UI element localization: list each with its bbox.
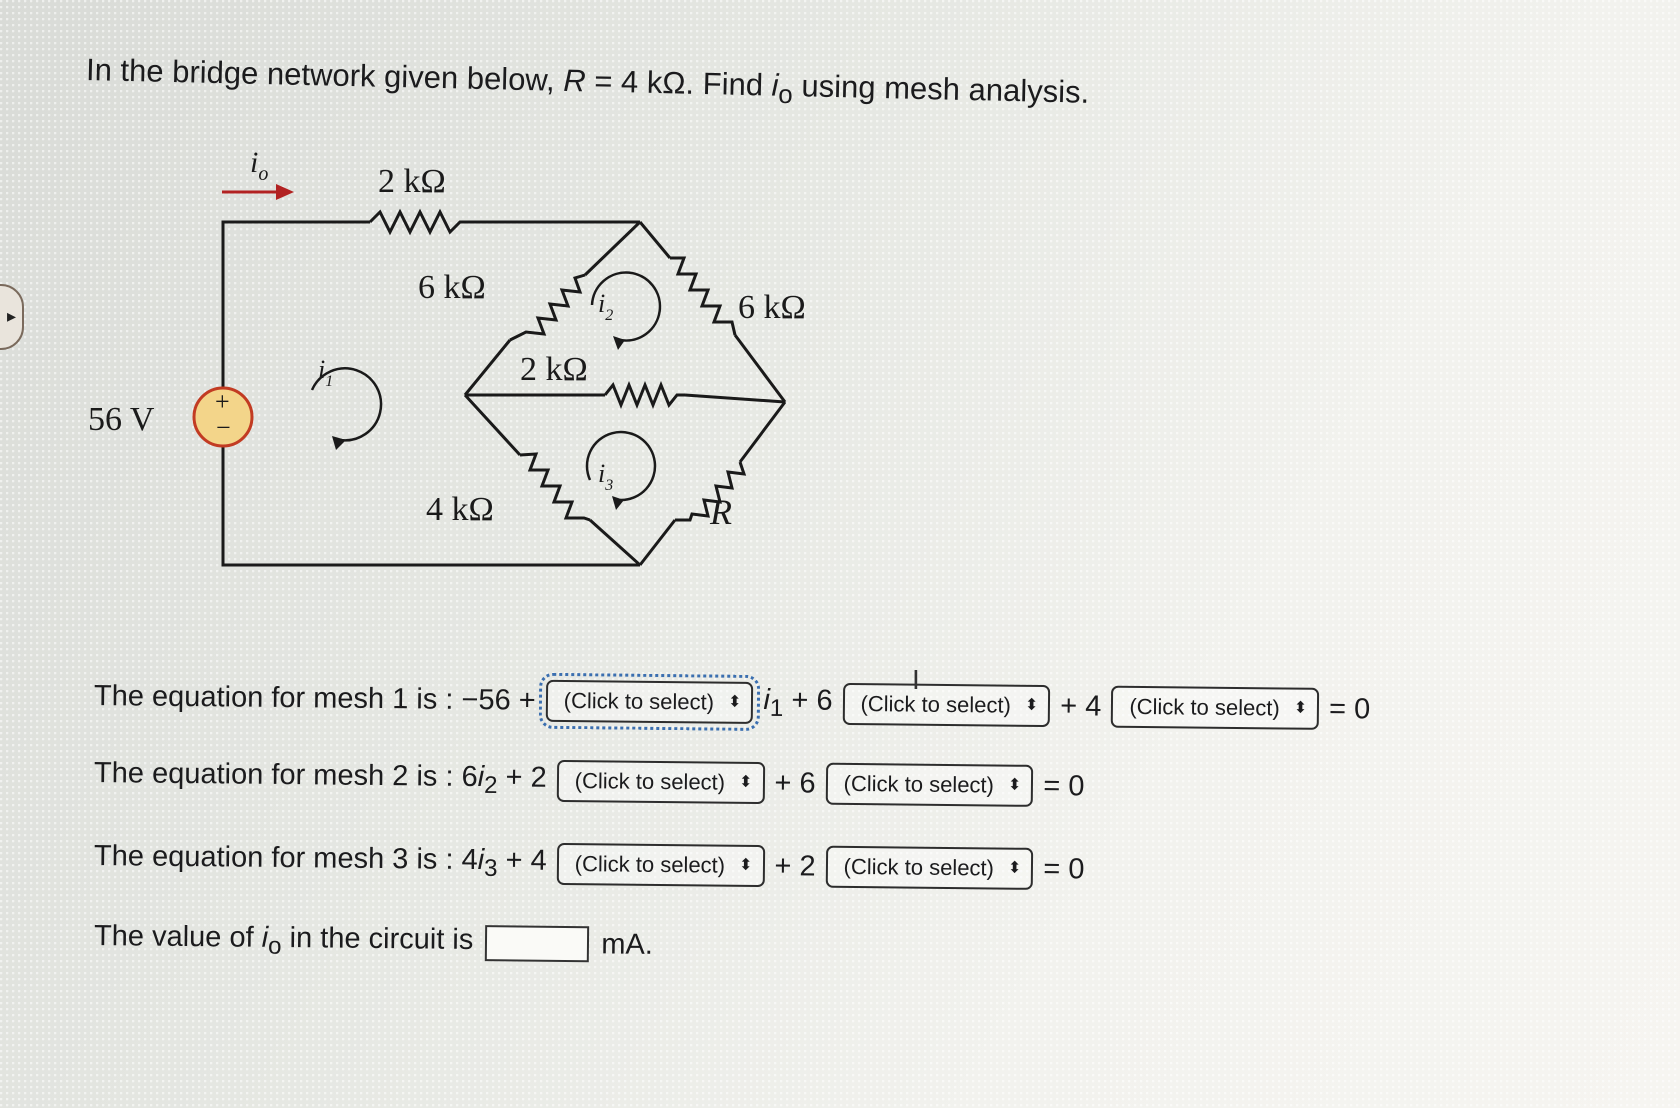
mesh1-select-3[interactable] (1111, 686, 1319, 730)
circuit-wires (223, 222, 785, 565)
mesh2-equation (90, 755, 1089, 807)
select-label: (Click to select) (574, 768, 726, 795)
select-caret-icon: ⬍ (1007, 859, 1022, 877)
label-r-left-upper: 6 kΩ (418, 269, 486, 306)
select-label: (Click to select) (860, 691, 1012, 718)
question-mid: = 4 kΩ. Find (585, 63, 773, 103)
select-caret-icon: ⬍ (1007, 776, 1022, 794)
label-r-top: 2 kΩ (378, 163, 446, 200)
question-var-io-sub: o (778, 80, 794, 110)
label-r-right-upper: 6 kΩ (738, 289, 806, 326)
mesh1-arrowhead (332, 436, 346, 450)
wire-left-upper-branch (585, 222, 640, 275)
side-tab[interactable] (0, 284, 24, 350)
resistor-top-2k (370, 212, 470, 232)
wire-left-lower-a (465, 395, 520, 455)
bridge-circuit-diagram (80, 140, 840, 590)
select-caret-icon: ⬍ (738, 856, 753, 874)
mesh1-lead: The equation for mesh 1 is : −56 + (93, 679, 536, 717)
mesh2-lead: The equation for mesh 2 is : $6i_2 + 2$ (93, 756, 547, 799)
wire-left-top (223, 222, 370, 388)
wire-right-upper-branch-2 (735, 335, 785, 402)
resistor-left-upper-6k (510, 275, 585, 340)
voltage-source-minus: − (216, 413, 231, 442)
mesh3-plus2: + 2 (774, 849, 816, 883)
question-var-io: i (771, 67, 779, 103)
mesh1-equation (90, 675, 1375, 730)
select-caret-icon: ⬍ (1293, 699, 1308, 717)
wire-right-lower-a (740, 402, 785, 462)
label-r-right-lower: R (710, 492, 732, 532)
mesh2-select-1[interactable] (556, 760, 764, 804)
mesh2-plus6: + 6 (774, 766, 816, 800)
wire-right-lower-b (640, 520, 675, 565)
text-cursor-icon: I (912, 664, 920, 695)
select-label: (Click to select) (563, 687, 715, 715)
voltage-source-plus: + (215, 387, 230, 416)
mesh3-end: = 0 (1043, 852, 1085, 885)
question-prefix: In the bridge network given below, (85, 52, 564, 98)
select-label: (Click to select) (574, 851, 726, 878)
select-label: (Click to select) (1129, 693, 1280, 721)
mesh3-arrowhead (612, 496, 624, 510)
mesh1-end: = 0 (1328, 692, 1371, 725)
wire-right-upper-branch (640, 222, 670, 258)
wire-left-upper-branch-2 (465, 340, 510, 395)
mesh3-select-1[interactable] (556, 843, 764, 887)
select-caret-icon: ⬍ (727, 693, 742, 711)
answer-line (90, 920, 657, 965)
mesh2-arrowhead (613, 336, 625, 350)
select-label: (Click to select) (843, 853, 995, 881)
side-tab-glyph: ▸ (6, 306, 16, 326)
wire-middle-right (685, 395, 785, 402)
question-suffix: using mesh analysis. (792, 68, 1090, 110)
resistor-left-lower-4k (520, 454, 590, 520)
mesh1-select-1[interactable] (545, 680, 753, 724)
mesh3-select-2[interactable] (825, 846, 1033, 890)
label-r-left-lower: 4 kΩ (426, 491, 494, 528)
io-label: $i_o$ (250, 146, 269, 185)
question-var-r: R (562, 62, 587, 99)
select-caret-icon: ⬍ (738, 773, 753, 791)
io-arrowhead (276, 184, 294, 200)
mesh3-equation (90, 838, 1089, 890)
question-text (86, 52, 1090, 117)
mesh3-lead: The equation for mesh 3 is : $4i_3 + 4$ (93, 839, 547, 882)
select-caret-icon: ⬍ (1024, 696, 1039, 714)
mesh3-label: $i_3$ (598, 459, 614, 494)
mesh1-label: $i_1$ (318, 355, 334, 390)
mesh2-label: $i_2$ (598, 289, 614, 324)
select-label: (Click to select) (843, 770, 995, 798)
io-current-arrow (222, 184, 294, 200)
label-r-middle: 2 kΩ (520, 351, 588, 388)
mesh2-select-2[interactable] (825, 763, 1033, 807)
answer-lead: The value of $i_o$ in the circuit is (93, 920, 474, 960)
mesh2-end: = 0 (1043, 769, 1085, 802)
wire-left-lower-b (590, 520, 640, 565)
voltage-source-label: 56 V (88, 401, 155, 438)
voltage-source (194, 387, 252, 446)
resistor-right-upper-6k (670, 258, 735, 335)
mesh1-plus4: + 4 (1060, 689, 1102, 723)
mesh1-select-2[interactable] (842, 683, 1050, 727)
answer-unit: mA. (601, 928, 654, 961)
resistor-middle-2k (605, 385, 685, 405)
mesh1-term-i1: $i_1 + 6$ (763, 683, 833, 722)
io-answer-input[interactable] (485, 926, 589, 963)
